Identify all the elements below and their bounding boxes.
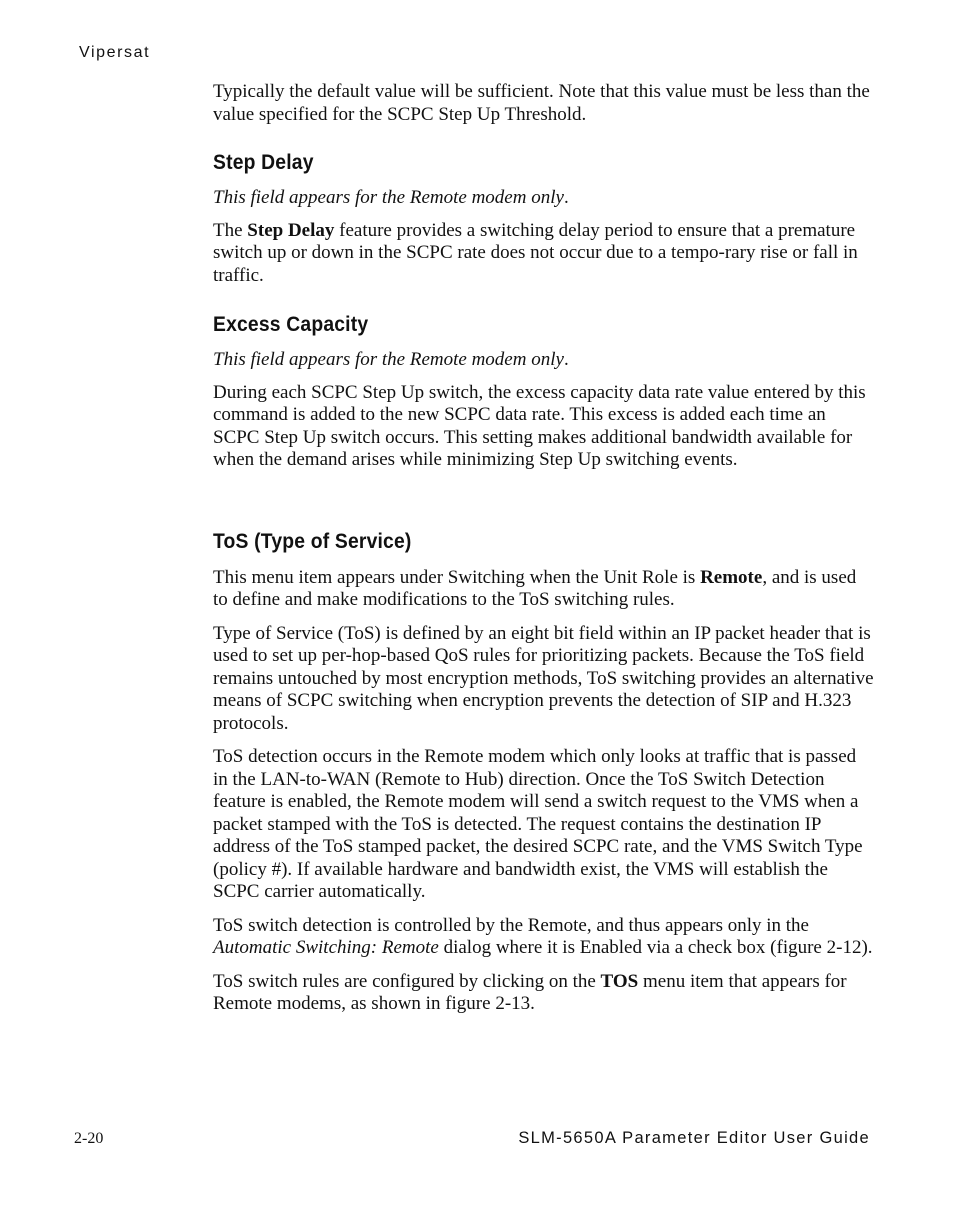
tos-p4-text-a: ToS switch detection is controlled by the Remote, and thus appears only in the: [213, 914, 809, 936]
tos-paragraph-1: [213, 567, 875, 612]
step-delay-note-text: This field appears for the Remote modem only: [213, 187, 564, 208]
tos-paragraph-2: Type of Service (ToS) is defined by an eight bit field within an IP packet header that is used to set up per-hop-based QoS rules for prioritizing packets. Because the ToS field remains untouched by most encryption methods, ToS switching provides an alternative means of SCPC switching when encryption prevents the detection of SIP and H.323 protocols.: [213, 622, 874, 734]
step-delay-text-c: feature provides a switching delay period to ensure that a premature switch up or down in the SCPC rate does not occur due to a tempo-rary rise or fall in traffic.: [213, 219, 858, 286]
tos-p1-text-c: , and is used to define and make modifications to the ToS switching rules.: [213, 566, 857, 610]
tos-p5-bold-tos: TOS: [600, 970, 639, 992]
tos-p1-text-a: This menu item appears under Switching when the Unit Role is: [213, 566, 701, 588]
step-delay-bold-term: Step Delay: [247, 219, 335, 241]
page-content: [213, 81, 875, 1027]
document-title: SLM-5650A Parameter Editor User Guide: [518, 1129, 870, 1147]
excess-capacity-note-text: This field appears for the Remote modem only: [213, 349, 564, 370]
step-delay-note: [213, 187, 875, 210]
tos-paragraph-5: [213, 971, 875, 1016]
intro-paragraph: Typically the default value will be sufficient. Note that this value must be less than the value specified for the SCPC Step Up Threshold.: [213, 81, 870, 125]
tos-paragraph-3: ToS detection occurs in the Remote modem which only looks at traffic that is passed in the LAN-to-WAN (Remote to Hub) direction. Once the ToS Switch Detection feature is enabled, the Remote modem will send a switch request to the VMS when a packet stamped with the ToS is detected. The request contains the destination IP address of the ToS stamped packet, the desired SCPC rate, and the VMS Switch Type (policy #). If available hardware and bandwidth exist, the VMS will establish the SCPC carrier automatically.: [213, 746, 863, 902]
excess-capacity-note: [213, 349, 875, 372]
tos-p1-bold-remote: Remote: [700, 566, 763, 588]
step-delay-note-period: .: [563, 187, 569, 208]
page-number: 2-20: [74, 1130, 104, 1147]
tos-p5-text-a: ToS switch rules are configured by clicking on the: [213, 970, 601, 992]
tos-p4-text-c: dialog where it is Enabled via a check box (figure 2-12).: [438, 937, 873, 958]
step-delay-paragraph: [213, 220, 875, 288]
tos-heading: ToS (Type of Service): [213, 529, 412, 553]
tos-p4-italic-dialog: Automatic Switching: Remote: [213, 937, 439, 958]
excess-capacity-note-period: .: [563, 349, 569, 370]
tos-p5-text-c: menu item that appears for Remote modems, as shown in figure 2-13.: [213, 970, 847, 1014]
running-header: Vipersat: [79, 44, 151, 61]
step-delay-heading: Step Delay: [213, 151, 314, 174]
excess-capacity-paragraph: During each SCPC Step Up switch, the excess capacity data rate value entered by this command is added to the new SCPC data rate. This excess is added each time an SCPC Step Up switch occurs. This setting makes additional bandwidth available for when the demand arises while minimizing Step Up switching events.: [213, 381, 866, 470]
step-delay-text-a: The: [213, 219, 248, 241]
tos-paragraph-4: [213, 915, 875, 960]
excess-capacity-heading: Excess Capacity: [213, 313, 369, 336]
